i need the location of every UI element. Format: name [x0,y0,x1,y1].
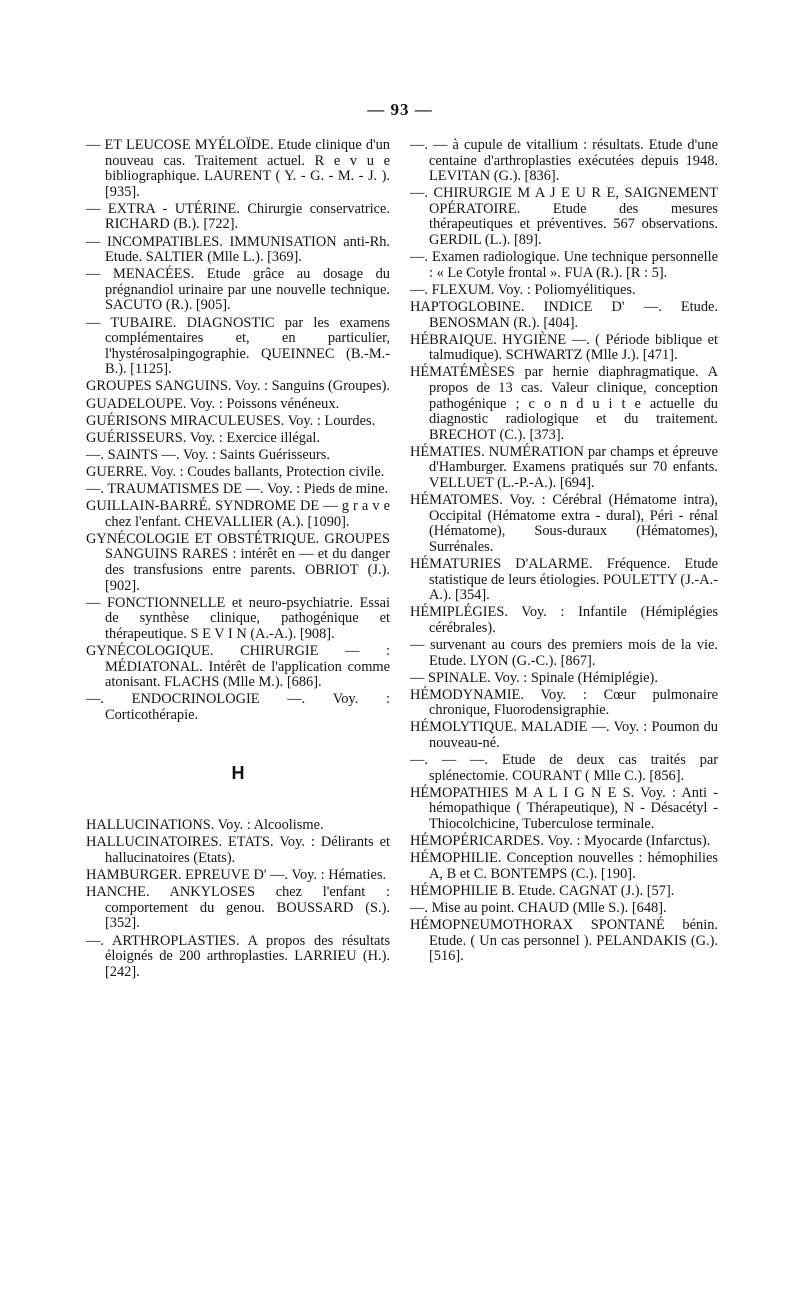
index-entry: HAMBURGER. EPREUVE D' —. Voy. : Hématies. [86,867,387,884]
index-entry: HÉMATOMES. Voy. : Cérébral (Hématome intra), Occipital (Hématome extra - dural), Péri - rénal (Hématome), Sous-duraux (Hématomes), Surrénales. [410,492,718,555]
index-entry: —. — à cupule de vitallium : résultats. Etude d'une centaine d'arthroplasties exécutées depuis 1948. LEVITAN (G.). [836]. [410,137,718,185]
index-entry: HÉMOPHILIE. Conception nouvelles : hémophilies A, B et C. BONTEMPS (C.). [190]. [410,850,718,882]
index-entry: —. Examen radiologique. Une technique personnelle : « Le Cotyle frontal ». FUA (R.). [R : 5]. [410,249,718,281]
index-entry: —. ARTHROPLASTIES. A propos des résultats éloignés de 200 arthroplasties. LARRIEU (H.). [242]. [86,932,390,980]
section-letter-heading: H [231,763,245,784]
index-entry: HALLUCINATOIRES. ETATS. Voy. : Délirants et hallucinatoires (Etats). [86,834,390,867]
index-entry: GYNÉCOLOGIE ET OBSTÉTRIQUE. GROUPES SANGUINS RARES : intérêt en — et du danger des transfusions entre parents. OBRIOT (J.). [902]. [86,530,390,594]
index-entry: — MENACÉES. Etude grâce au dosage du prégnandiol urinaire par une nouvelle technique. SACUTO (R.). [905]. [86,266,390,314]
index-entry: HANCHE. ANKYLOSES chez l'enfant : comportement du genou. BOUSSARD (S.). [352]. [86,884,390,932]
index-entry: — SPINALE. Voy. : Spinale (Hémiplégie). [410,669,658,686]
index-entry: —. SAINTS —. Voy. : Saints Guérisseurs. [86,446,330,463]
index-entry: — ET LEUCOSE MYÉLOÏDE. Etude clinique d'un nouveau cas. Traitement actuel. R e v u e bibliographique. LAURENT ( Y. - G. - M. - J. ). [935]. [86,137,390,200]
index-entry: HÉMATÉMÈSES par hernie diaphragmatique. A propos de 13 cas. Valeur clinique, conception pathogénique ; c o n d u i t e actuelle du diagnostic radiologique et du traitement. BRECHOT (C.). [373]. [410,364,718,443]
index-entry: HÉMOPÉRICARDES. Voy. : Myocarde (Infarctus). [410,833,711,850]
index-entry: GROUPES SANGUINS. Voy. : Sanguins (Groupes). [86,378,390,395]
index-entry: GUÉRISSEURS. Voy. : Exercice illégal. [86,429,320,446]
index-entry: HÉMODYNAMIE. Voy. : Cœur pulmonaire chronique, Fluorodensigraphie. [410,686,718,719]
index-entry: — INCOMPATIBLES. IMMUNISATION anti-Rh. Etude. SALTIER (Mlle L.). [369]. [86,233,390,266]
index-entry: HAPTOGLOBINE. INDICE D' —. Etude. BENOSMAN (R.). [404]. [410,298,718,331]
index-entry: —. CHIRURGIE M A J E U R E, SAIGNEMENT OPÉRATOIRE. Etude des mesures thérapeutiques et préventives. 567 observations. GERDIL (L.). [89]. [410,185,718,249]
index-entry: —. FLEXUM. Voy. : Poliomyélitiques. [410,281,636,298]
index-entry: HÉMOPATHIES M A L I G N E S. Voy. : Anti - hémopathique ( Thérapeutique), N - Désacétyl - Thiocolchicine, Tuberculose terminale. [410,784,718,832]
index-entry: —. Mise au point. CHAUD (Mlle S.). [648]. [410,899,667,916]
index-entry: — EXTRA - UTÉRINE. Chirurgie conservatrice. RICHARD (B.). [722]. [86,200,390,233]
page-number: — 93 — [367,100,433,119]
left-column [86,138,390,982]
index-entry: —. — —. Etude de deux cas traités par splénectomie. COURANT ( Mlle C.). [856]. [410,752,718,784]
right-column [410,138,718,966]
index-entry: GUILLAIN-BARRÉ. SYNDROME DE — g r a v e chez l'enfant. CHEVALLIER (A.). [1090]. [86,498,390,530]
index-entry: — FONCTIONNELLE et neuro-psychiatrie. Essai de synthèse clinique, pathogénique et thérapeutique. S E V I N (A.-A.). [908]. [86,594,390,642]
index-entry: GUADELOUPE. Voy. : Poissons vénéneux. [86,395,340,412]
index-entry: —. ENDOCRINOLOGIE —. Voy. : Corticothérapie. [86,691,390,723]
index-entry: GUERRE. Voy. : Coudes ballants, Protection civile. [86,463,385,480]
index-entry: HALLUCINATIONS. Voy. : Alcoolisme. [86,817,324,834]
index-entry: HÉBRAIQUE. HYGIÈNE —. ( Période biblique et talmudique). SCHWARTZ (Mlle J.). [471]. [410,331,718,364]
index-entry: GYNÉCOLOGIQUE. CHIRURGIE — : MÉDIATONAL. Intérêt de l'application comme atonisant. FLACHS (Mlle M.). [686]. [86,642,390,691]
index-entry: HÉMOPHILIE B. Etude. CAGNAT (J.). [57]. [410,882,675,899]
index-entry: HÉMOLYTIQUE. MALADIE —. Voy. : Poumon du nouveau-né. [410,719,718,751]
index-entry: — survenant au cours des premiers mois de la vie. Etude. LYON (G.-C.). [867]. [410,636,718,669]
index-entry: — TUBAIRE. DIAGNOSTIC par les examens complémentaires et, en particulier, l'hystérosalpingographie. QUEINNEC (B.-M.-B.). [1125]. [86,314,390,378]
index-entry: HÉMOPNEUMOTHORAX SPONTANÉ bénin. Etude. ( Un cas personnel ). PELANDAKIS (G.). [516]. [410,917,718,965]
index-entry: HÉMIPLÉGIES. Voy. : Infantile (Hémiplégies cérébrales). [410,604,718,636]
index-entry: HÉMATURIES D'ALARME. Fréquence. Etude statistique de leurs étiologies. POULETTY (J.-A.-A.). [354]. [410,555,718,604]
index-entry: —. TRAUMATISMES DE —. Voy. : Pieds de mine. [86,480,389,497]
index-entry: GUÉRISONS MIRACULEUSES. Voy. : Lourdes. [86,412,376,429]
index-entry: HÉMATIES. NUMÉRATION par champs et épreuve d'Hamburger. Examens pratiqués sur 70 enfants. VELLUET (L.-P.-A.). [694]. [410,443,718,491]
